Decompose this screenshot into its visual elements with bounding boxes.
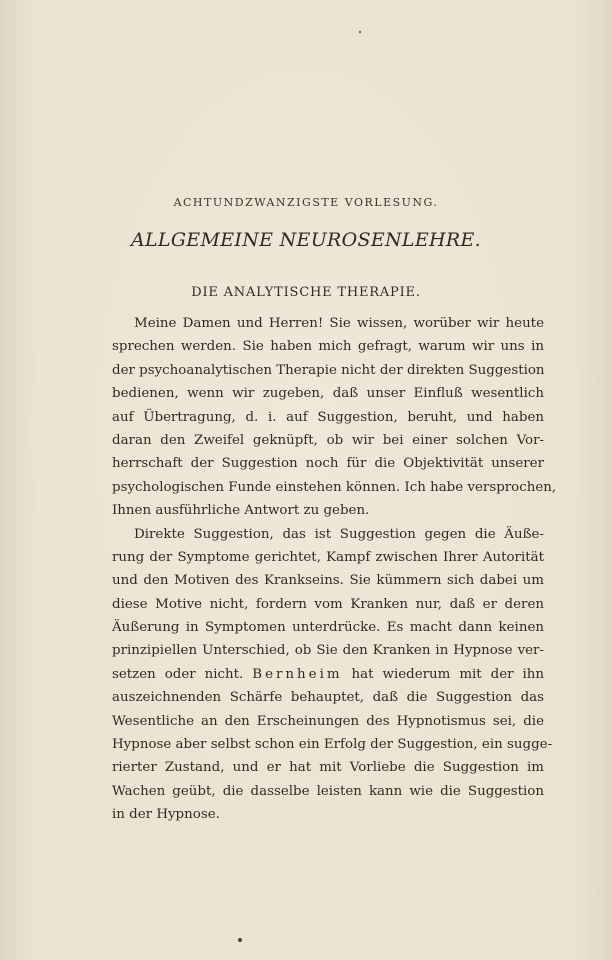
text-line: herrschaft der Suggestion noch für die Objektivität unserer xyxy=(112,456,544,472)
text-line: sprechen werden. Sie haben mich gefragt, warum wir uns in xyxy=(112,339,544,355)
text-line: in der Hypnose. xyxy=(112,807,220,823)
text-line: Wesentliche an den Erscheinungen des Hypnotismus sei, die xyxy=(112,713,544,729)
text-line: psychologischen Funde einstehen können. Ich habe versprochen, xyxy=(112,479,557,495)
text-line: daran den Zweifel geknüpft, ob wir bei einer solchen Vor- xyxy=(112,432,544,448)
chapter-label: ACHTUNDZWANZIGSTE VORLESUNG. xyxy=(173,196,439,209)
text-line: auszeichnenden Schärfe behauptet, daß die Suggestion das xyxy=(112,690,544,706)
text-line: Wachen geübt, die dasselbe leisten kann wie die Suggestion xyxy=(112,783,544,799)
text-line: Hypnose aber selbst schon ein Erfolg der Suggestion, ein sugge- xyxy=(112,737,553,753)
text-line: bedienen, wenn wir zugeben, daß unser Einfluß wesentlich xyxy=(112,386,544,402)
text-line: rung der Symptome gerichtet, Kampf zwischen Ihrer Autorität xyxy=(112,549,544,565)
ink-speck xyxy=(359,31,361,33)
text-line: setzen oder nicht. Bernheim hat wiederum mit der ihn xyxy=(112,666,544,682)
text-line: Äußerung in Symptomen unterdrücke. Es macht dann keinen xyxy=(112,620,544,636)
ink-speck xyxy=(238,938,242,942)
paragraph-2 xyxy=(112,523,553,827)
section-title: ALLGEMEINE NEUROSENLEHRE. xyxy=(130,229,482,251)
chapter-subtitle: DIE ANALYTISCHE THERAPIE. xyxy=(191,285,421,300)
text-line: rierter Zustand, und er hat mit Vorliebe die Suggestion im xyxy=(112,760,544,776)
text-line: Ihnen ausführliche Antwort zu geben. xyxy=(112,503,370,519)
text-line: Direkte Suggestion, das ist Suggestion gegen die Äuße- xyxy=(134,526,544,542)
text-line: diese Motive nicht, fordern vom Kranken nur, daß er deren xyxy=(112,596,544,612)
paragraph-1 xyxy=(112,312,557,523)
text-line: prinzipiellen Unterschied, ob Sie den Kranken in Hypnose ver- xyxy=(112,643,544,659)
text-line: Meine Damen und Herren! Sie wissen, worüber wir heute xyxy=(134,316,544,331)
text-line: auf Übertragung, d. i. auf Suggestion, beruht, und haben xyxy=(112,409,544,425)
text-line: und den Motiven des Krankseins. Sie kümmern sich dabei um xyxy=(112,573,544,589)
body-text xyxy=(112,312,557,827)
text-line: der psychoanalytischen Therapie nicht der direkten Suggestion xyxy=(112,362,545,378)
